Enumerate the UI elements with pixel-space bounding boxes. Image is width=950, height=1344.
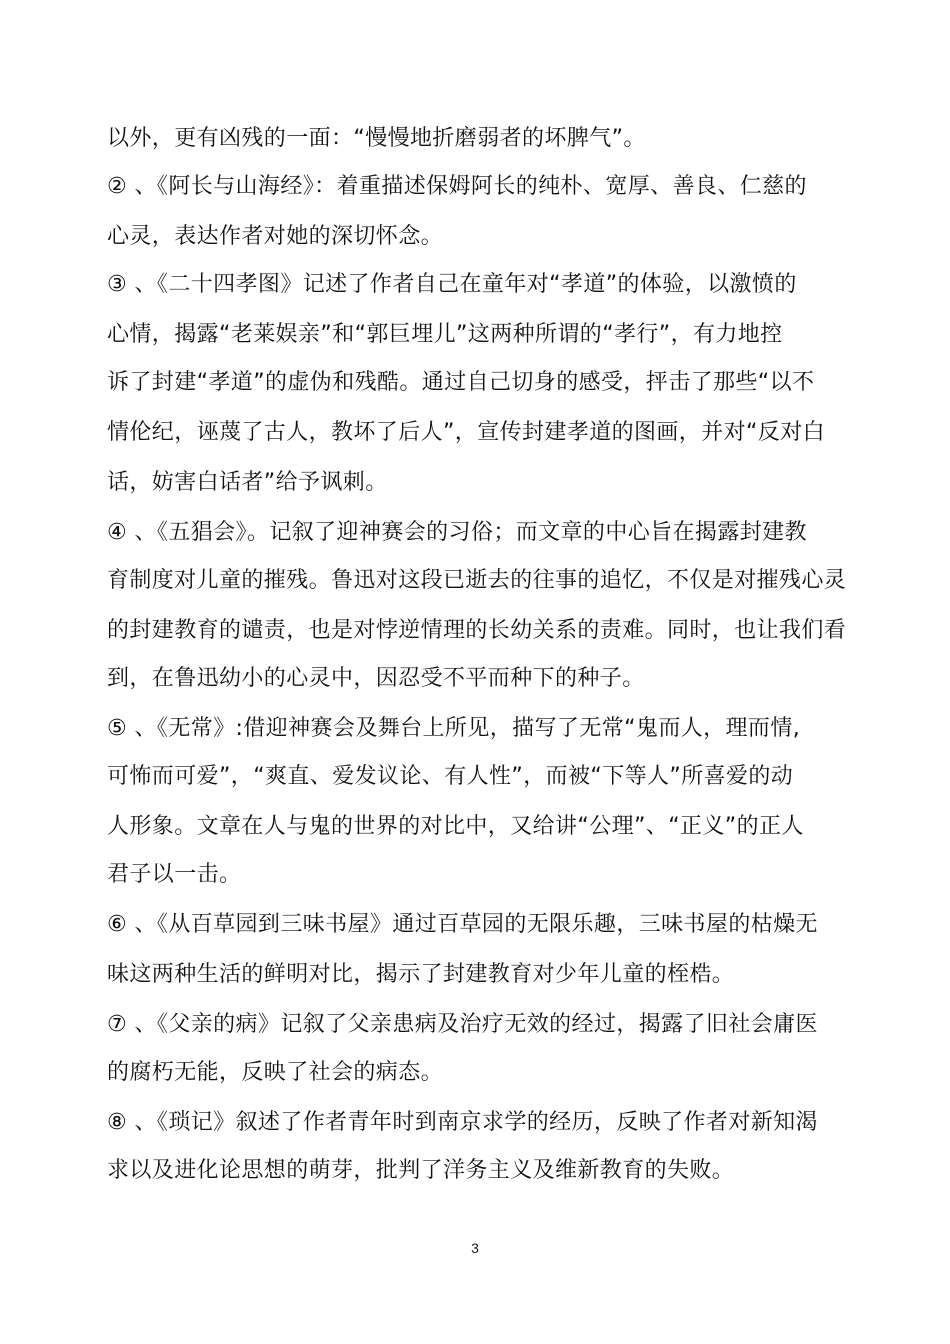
text-line: 心情，揭露“老莱娱亲”和“郭巨埋儿”这两种所谓的“孝行”，有力地控: [107, 322, 783, 347]
text-line: ⑧ 、《琐记》叙述了作者青年时到南京求学的经历，反映了作者对新知渴: [107, 1110, 818, 1135]
text-line: 味这两种生活的鲜明对比，揭示了封建教育对少年儿童的桎梏。: [107, 962, 735, 987]
text-line: 求以及进化论思想的萌芽，批判了洋务主义及维新教育的失败。: [107, 1158, 735, 1183]
page-number: 3: [471, 1240, 479, 1256]
text-line: 诉了封建“孝道”的虚伪和残酷。通过自己切身的感受，抨击了那些“以不: [107, 370, 815, 395]
text-line: ③ 、《二十四孝图》记述了作者自己在童年对“孝道”的体验，以激愤的: [107, 272, 797, 297]
text-line: 人形象。文章在人与鬼的世界的对比中，又给讲“公理”、“正义”的正人: [107, 814, 804, 839]
text-line: 情伦纪，诬蔑了古人，教坏了后人”，宣传封建孝道的图画，并对“反对白: [107, 420, 825, 445]
text-line: ⑦ 、《父亲的病》记叙了父亲患病及治疗无效的经过，揭露了旧社会庸医: [107, 1012, 818, 1037]
text-line: ⑤ 、《无常》:借迎神赛会及舞台上所见，描写了无常“鬼而人，理而情,: [107, 716, 801, 741]
text-line: ④ 、《五猖会》。记叙了迎神赛会的习俗；而文章的中心旨在揭露封建教: [107, 520, 807, 545]
text-line: 可怖而可爱”，“爽直、爱发议论、有人性”，而被“下等人”所喜爱的动: [107, 764, 794, 789]
text-line: 的腐朽无能，反映了社会的病态。: [107, 1060, 444, 1085]
text-line: 话，妨害白话者”给予讽刺。: [107, 470, 388, 495]
text-line: ② 、《阿长与山海经》：着重描述保姆阿长的纯朴、宽厚、善良、仁慈的: [107, 174, 807, 199]
text-line: 心灵，表达作者对她的深切怀念。: [107, 224, 444, 249]
text-line: 育制度对儿童的摧残。鲁迅对这段已逝去的往事的追忆，不仅是对摧残心灵: [107, 568, 847, 593]
text-line: 的封建教育的谴责，也是对悖逆情理的长幼关系的责难。同时，也让我们看: [107, 618, 847, 643]
text-line: 以外，更有凶残的一面：“慢慢地折磨弱者的坏脾气”。: [107, 126, 646, 151]
text-line: 君子以一击。: [107, 862, 242, 887]
text-line: ⑥ 、《从百草园到三味书屋》通过百草园的无限乐趣，三味书屋的枯燥无: [107, 912, 818, 937]
text-line: 到，在鲁迅幼小的心灵中，因忍受不平而种下的种子。: [107, 666, 645, 691]
